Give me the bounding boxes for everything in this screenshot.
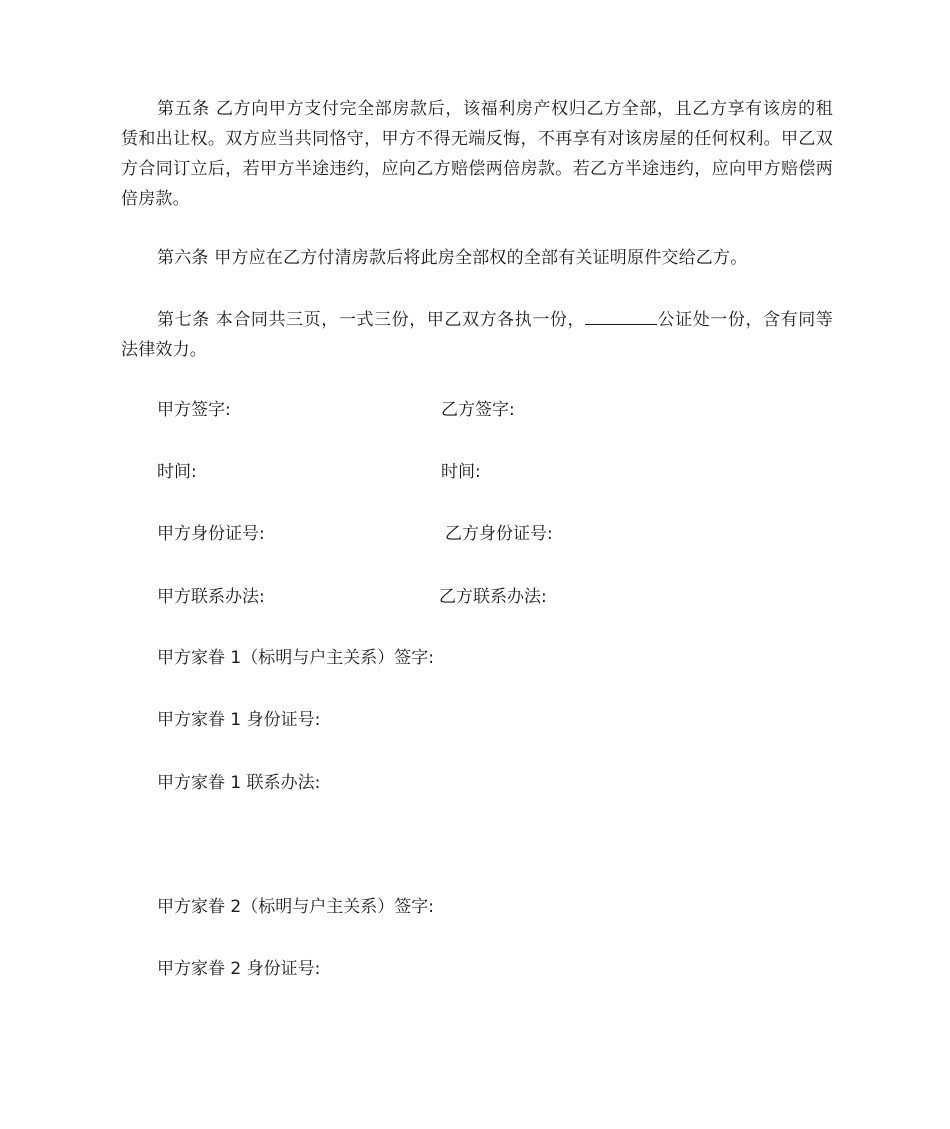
family-1-signature-label: 甲方家眷 1（标明与户主关系）签字: — [157, 648, 434, 668]
party-a-time-label: 时间: — [157, 462, 197, 482]
article-6: 第六条 甲方应在乙方付清房款后将此房全部权的全部有关证明原件交给乙方。 — [157, 248, 748, 268]
article-7-text-start: 第七条 本合同共三页，一式三份，甲乙双方各执一份， — [157, 310, 586, 330]
party-a-id-label: 甲方身份证号: — [157, 524, 265, 544]
article-5: 第五条 乙方向甲方支付完全部房款后，该福利房产权归乙方全部，且乙方享有该房的租赁和出让权。双方应当共同恪守，甲方不得无端反悔，不再享有对该房屋的任何权利。甲乙双方合同订立后，若甲方半途违约，应向乙方赔偿两倍房款。若乙方半途违约，应向甲方赔偿两倍房款。 — [121, 99, 833, 209]
family-2-signature-label: 甲方家眷 2（标明与户主关系）签字: — [157, 897, 434, 917]
notary-blank-line — [585, 306, 657, 325]
family-2-id-label: 甲方家眷 2 身份证号: — [157, 959, 321, 979]
article-7 — [121, 305, 833, 365]
family-1-contact-label: 甲方家眷 1 联系办法: — [157, 773, 321, 793]
party-b-time-label: 时间: — [441, 462, 481, 482]
party-b-id-label: 乙方身份证号: — [445, 524, 553, 544]
article-7-text-end: 公证处一份，含有同等法律效力。 — [121, 310, 834, 360]
party-a-signature-label: 甲方签字: — [157, 400, 231, 420]
party-b-signature-label: 乙方签字: — [441, 400, 515, 420]
family-1-id-label: 甲方家眷 1 身份证号: — [157, 710, 321, 730]
party-a-contact-label: 甲方联系办法: — [157, 587, 265, 607]
party-b-contact-label: 乙方联系办法: — [439, 587, 547, 607]
